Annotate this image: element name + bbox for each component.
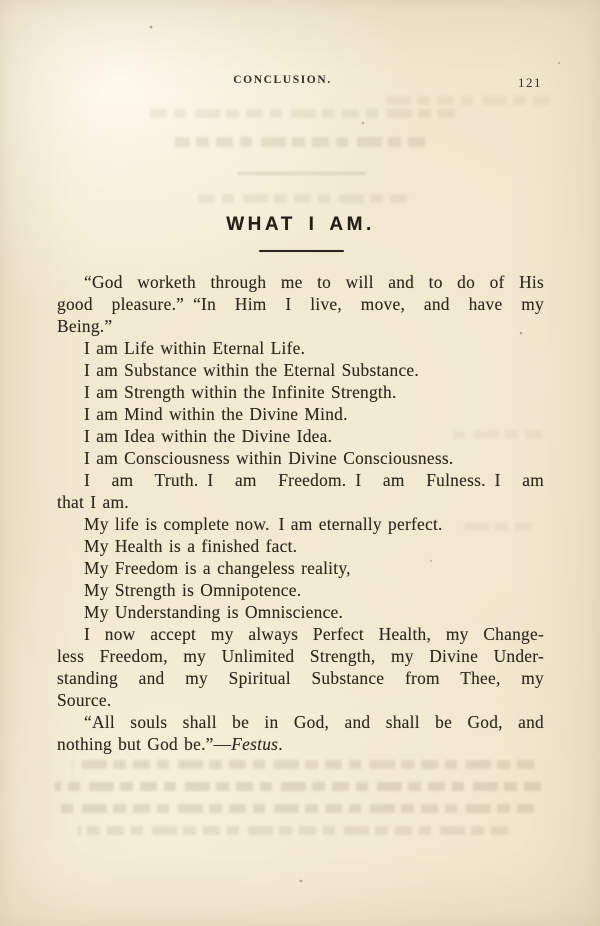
text-line: My life is complete now. I am eternally perfect. [84,514,443,534]
running-title: CONCLUSION. [233,74,332,86]
text-line: My Understanding is Omniscience. [84,602,344,622]
text-line: I am Strength within the Infinite Strength. [84,382,397,402]
text-line: “All souls shall be in God, and shall be God, and [84,712,544,732]
text-line [57,733,544,755]
text-segment: . [278,734,283,754]
text-segment: nothing but God be.”— [57,734,232,754]
bleed-through-line [78,826,508,835]
text-line: standing and my Spiritual Substance from Thee, my [57,668,544,688]
text-line: “God worketh through me to will and to do of His [84,272,544,292]
text-line: less Freedom, my Unlimited Strength, my Divine Under- [57,646,544,666]
bleed-through-line [145,109,455,118]
page-header [57,74,544,94]
bleed-through-line [175,137,425,147]
text-line: My Strength is Omnipotence. [84,580,302,600]
text-line: I am Idea within the Divine Idea. [84,426,333,446]
bleed-through-line [195,194,407,203]
page-number: 121 [518,75,542,90]
title-rule [259,250,344,252]
text-line: I am Life within Eternal Life. [84,338,306,358]
paper-specks [0,0,2,2]
text-line: I now accept my always Perfect Health, my Change- [84,624,544,644]
text-line: I am Substance within the Eternal Substance. [84,360,419,380]
text-line: good pleasure.” “In Him I live, move, and have my [57,294,544,314]
text-line: My Freedom is a changeless reality, [84,558,351,578]
text-line: I am Consciousness within Divine Consciousness. [84,448,454,468]
bleed-through-line [55,782,541,791]
citation-source: Festus [231,734,279,754]
bleed-through-line [380,96,550,105]
text-line: I am Truth. I am Freedom. I am Fulness. I am [84,470,544,490]
body-text [57,271,544,755]
text-line: Source. [57,690,112,710]
text-line: I am Mind within the Divine Mind. [84,404,348,424]
section-title: WHAT I AM. [226,214,375,235]
bleed-through-line [72,760,534,769]
text-line: My Health is a finished fact. [84,536,298,556]
bleed-through-line [60,804,534,813]
bleed-through-rule [238,172,366,175]
text-line: that I am. [57,492,129,512]
text-line: Being.” [57,316,113,336]
